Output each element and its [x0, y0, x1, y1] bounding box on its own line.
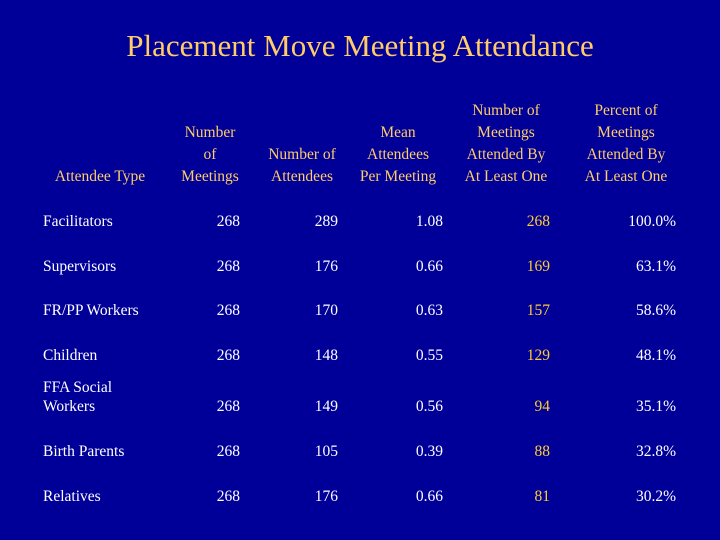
page-title: Placement Move Meeting Attendance: [126, 28, 594, 63]
cell-mean-attendees: 0.66: [415, 488, 443, 505]
cell-percent-attended: 30.2%: [635, 488, 676, 505]
cell-percent-attended: 58.6%: [635, 302, 676, 319]
cell-number-of-meetings: 268: [216, 258, 240, 275]
cell-attendee-type: Supervisors: [43, 258, 117, 275]
cell-number-of-meetings: 268: [216, 347, 240, 364]
cell-number-of-meetings: 268: [216, 488, 240, 505]
cell-meetings-attended: 129: [526, 347, 550, 364]
cell-meetings-attended: 157: [526, 302, 550, 319]
cell-meetings-attended: 88: [534, 443, 550, 460]
cell-number-of-meetings: 268: [216, 398, 240, 415]
cell-meetings-attended: 94: [534, 398, 550, 415]
cell-attendee-type: FR/PP Workers: [43, 302, 139, 319]
cell-number-of-attendees: 176: [314, 488, 338, 505]
cell-attendee-type: Birth Parents: [43, 443, 125, 460]
header-mean-attendees: Mean Attendees Per Meeting: [359, 124, 437, 185]
cell-meetings-attended: 268: [526, 213, 550, 230]
cell-number-of-attendees: 176: [314, 258, 338, 275]
cell-mean-attendees: 0.66: [415, 258, 443, 275]
cell-attendee-type: Facilitators: [43, 213, 113, 230]
cell-percent-attended: 32.8%: [635, 443, 676, 460]
cell-percent-attended: 63.1%: [635, 258, 676, 275]
cell-number-of-attendees: 289: [314, 213, 338, 230]
cell-meetings-attended: 169: [526, 258, 550, 275]
cell-mean-attendees: 1.08: [415, 213, 443, 230]
cell-meetings-attended: 81: [534, 488, 550, 505]
cell-attendee-type: Relatives: [43, 488, 101, 505]
cell-mean-attendees: 0.63: [415, 302, 443, 319]
cell-number-of-meetings: 268: [216, 213, 240, 230]
cell-number-of-attendees: 149: [314, 398, 338, 415]
cell-mean-attendees: 0.55: [415, 347, 443, 364]
cell-number-of-attendees: 105: [314, 443, 338, 460]
cell-mean-attendees: 0.56: [415, 398, 443, 415]
cell-number-of-attendees: 148: [314, 347, 338, 364]
header-meetings-attended: Number of Meetings Attended By At Least One: [464, 102, 548, 185]
cell-number-of-attendees: 170: [314, 302, 338, 319]
header-number-of-attendees: Number of Attendees: [268, 146, 336, 185]
cell-number-of-meetings: 268: [216, 302, 240, 319]
cell-attendee-type: Children: [43, 347, 98, 364]
cell-percent-attended: 100.0%: [628, 213, 676, 230]
cell-mean-attendees: 0.39: [415, 443, 443, 460]
cell-number-of-meetings: 268: [216, 443, 240, 460]
cell-percent-attended: 35.1%: [635, 398, 676, 415]
cell-percent-attended: 48.1%: [635, 347, 676, 364]
header-number-of-meetings: Number of Meetings: [181, 124, 239, 185]
header-percent-attended: Percent of Meetings Attended By At Least One: [584, 102, 668, 185]
header-attendee-type: Attendee Type: [54, 168, 146, 185]
cell-attendee-type: FFA Social Workers: [43, 379, 113, 415]
